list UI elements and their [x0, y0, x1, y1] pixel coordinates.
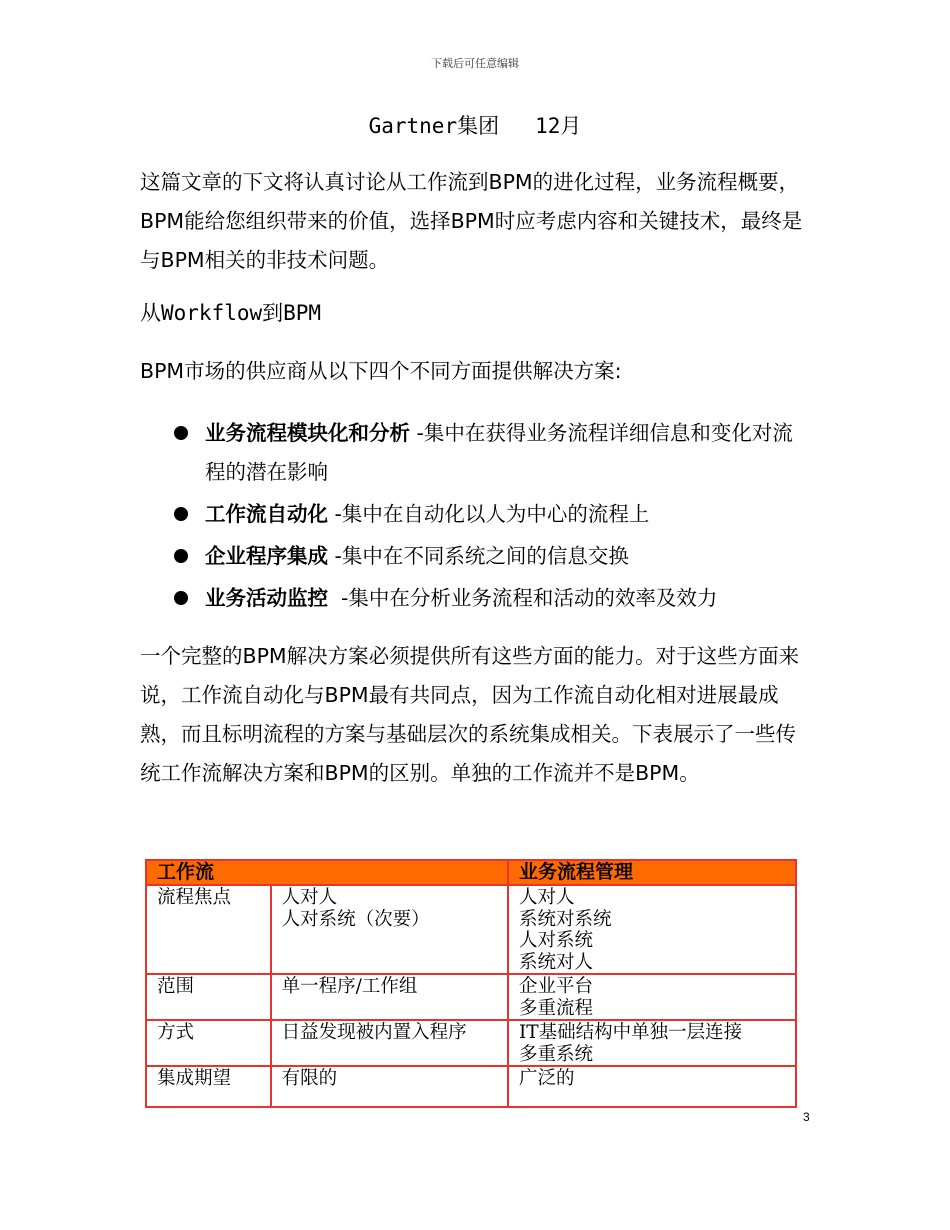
row-label: 方式 — [146, 1020, 271, 1066]
intro-paragraph: 这篇文章的下文将认真讨论从工作流到BPM的进化过程，业务流程概要，BPM能给您组织带来的价值，选择BPM时应考虑内容和关键技术，最终是与BPM相关的非技术问题。 — [140, 170, 803, 272]
table-row — [146, 1020, 796, 1066]
cell-line: IT基础结构中单独一层连接 — [518, 1022, 743, 1043]
workflow-cell — [271, 1066, 508, 1107]
list-item-desc: -集中在分析业务流程和活动的效率及效力 — [328, 586, 718, 610]
workflow-cell — [271, 1020, 508, 1066]
list-item-desc: -集中在自动化以人为中心的流程上 — [328, 502, 650, 526]
cell-line: 单一程序/工作组 — [281, 976, 418, 997]
bpm-cell — [508, 885, 796, 974]
row-label: 范围 — [146, 974, 271, 1020]
comparison-table — [145, 859, 797, 1108]
table-row — [146, 1066, 796, 1107]
table-row — [146, 974, 796, 1020]
aspects-list — [172, 414, 812, 621]
header-note: 下载后可任意编辑 — [431, 57, 519, 70]
bullet-icon — [174, 507, 188, 521]
cell-line: 广泛的 — [518, 1068, 575, 1089]
header-workflow: 工作流 — [146, 860, 508, 885]
list-item-term: 工作流自动化 — [205, 502, 328, 526]
workflow-cell — [271, 885, 508, 974]
cell-line: 企业平台 — [518, 976, 593, 997]
title-month: 12月 — [535, 114, 582, 138]
list-item — [172, 414, 812, 492]
title-org: Gartner集团 — [368, 114, 500, 138]
row-label: 流程焦点 — [146, 885, 271, 974]
list-item-term: 企业程序集成 — [205, 544, 328, 568]
list-item-desc: -集中在不同系统之间的信息交换 — [328, 544, 629, 568]
bpm-cell — [508, 974, 796, 1020]
cell-line: 多重流程 — [518, 997, 593, 1019]
list-item — [172, 537, 812, 576]
cell-line: 人对人 — [518, 887, 575, 908]
list-item-desc: -集中在获得业务流程详细信息和变化对流程的潜在影响 — [205, 421, 793, 484]
bullet-icon — [174, 426, 188, 440]
table-header-row — [146, 860, 796, 885]
cell-line: 日益发现被内置入程序 — [281, 1022, 467, 1043]
cell-line: 系统对系统 — [518, 908, 612, 930]
bpm-cell — [508, 1020, 796, 1066]
comparison-paragraph: 一个完整的BPM解决方案必须提供所有这些方面的能力。对于这些方面来说，工作流自动化与BPM最有共同点，因为工作流自动化相对进展最成熟，而且标明流程的方案与基础层次的系统集成相关。下表展示了一些传统工作流解决方案和BPM的区别。单独的工作流并不是BPM。 — [140, 644, 800, 785]
vendors-intro: BPM市场的供应商从以下四个不同方面提供解决方案: — [140, 359, 622, 383]
cell-line: 人对人 — [281, 887, 338, 908]
cell-line: 人对系统（次要） — [281, 908, 430, 930]
list-item — [172, 495, 812, 534]
list-item-term: 业务活动监控 — [205, 586, 328, 610]
bpm-cell — [508, 1066, 796, 1107]
list-item — [172, 579, 812, 618]
bullet-icon — [174, 549, 188, 563]
cell-line: 系统对人 — [518, 951, 593, 973]
cell-line: 人对系统 — [518, 930, 593, 951]
cell-line: 有限的 — [281, 1068, 338, 1089]
row-label: 集成期望 — [146, 1066, 271, 1107]
table-row — [146, 885, 796, 974]
document-title — [0, 110, 950, 140]
section-heading: 从Workflow到BPM — [140, 301, 322, 325]
bullet-icon — [174, 591, 188, 605]
workflow-cell — [271, 974, 508, 1020]
cell-line: 多重系统 — [518, 1043, 593, 1065]
list-item-term: 业务流程模块化和分析 — [205, 421, 410, 445]
page-number: 3 — [803, 1110, 810, 1124]
header-bpm: 业务流程管理 — [508, 860, 796, 885]
